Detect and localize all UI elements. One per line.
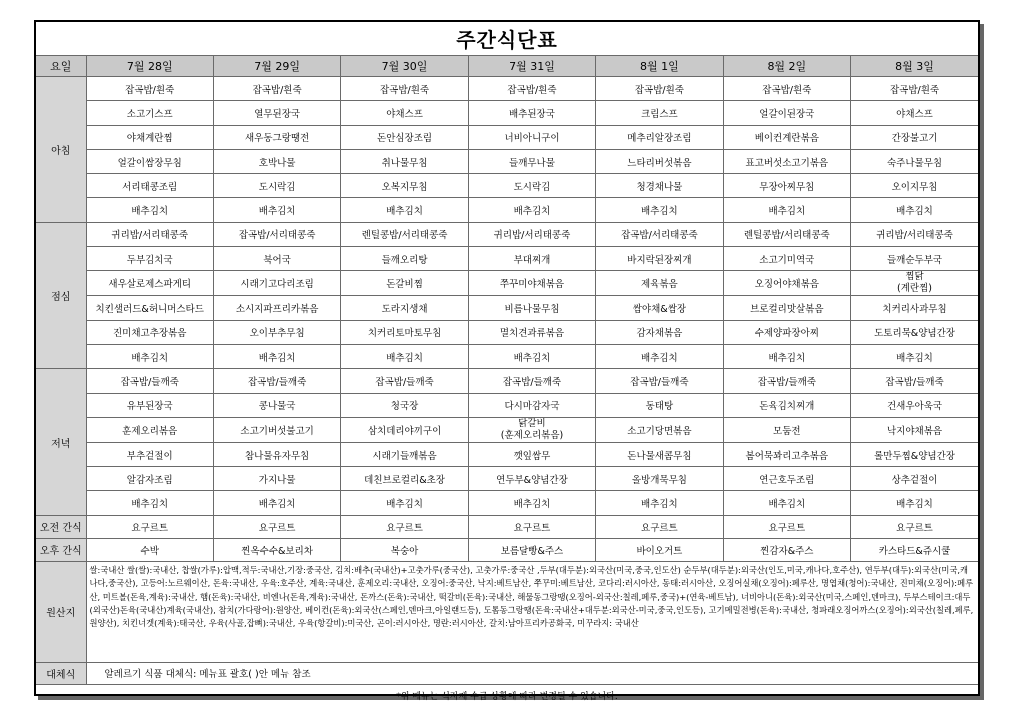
menu-item: 숙주나물무침 [851, 149, 978, 173]
menu-item: 크림스프 [596, 101, 723, 125]
menu-item: 부추겉절이 [86, 442, 213, 466]
menu-item: 유부된장국 [86, 393, 213, 417]
menu-item: 훈제오리볶음 [86, 417, 213, 442]
menu-row [36, 296, 978, 320]
menu-item: 배추김치 [213, 491, 340, 515]
snack-label: 오전 간식 [36, 515, 86, 538]
menu-item: 콩나물국 [213, 393, 340, 417]
snack-row [36, 515, 978, 538]
menu-item: 동태탕 [596, 393, 723, 417]
snack-item: 요구르트 [851, 515, 978, 538]
menu-item: 배추김치 [723, 198, 850, 222]
menu-item: 쭈꾸미야채볶음 [468, 271, 595, 296]
menu-item: 얼갈이쌈장무침 [86, 149, 213, 173]
menu-item: 건새우아욱국 [851, 393, 978, 417]
menu-item: 배추김치 [86, 198, 213, 222]
menu-item: 표고버섯소고기볶음 [723, 149, 850, 173]
snack-item: 카스타드&쥬시쿨 [851, 538, 978, 561]
menu-item: 알감자조림 [86, 467, 213, 491]
menu-item: 배추김치 [468, 344, 595, 368]
menu-row [36, 467, 978, 491]
menu-item: 도시락김 [468, 174, 595, 198]
menu-item: 귀리밥/서리태콩죽 [86, 222, 213, 246]
menu-item: 베이컨계란볶음 [723, 125, 850, 149]
menu-item: 열무된장국 [213, 101, 340, 125]
menu-item: 배추된장국 [468, 101, 595, 125]
menu-item: 무장아찌무침 [723, 174, 850, 198]
menu-table [36, 22, 978, 707]
menu-item: 잡곡밥/흰죽 [341, 77, 468, 101]
menu-item: 가지나물 [213, 467, 340, 491]
menu-item: 귀리밥/서리태콩죽 [851, 222, 978, 246]
meal-label: 아침 [36, 77, 86, 223]
menu-row [36, 320, 978, 344]
menu-item: 두부김치국 [86, 247, 213, 271]
menu-item: 도시락김 [213, 174, 340, 198]
menu-item: 잡곡밥/흰죽 [213, 77, 340, 101]
menu-item: 느타리버섯볶음 [596, 149, 723, 173]
menu-item: 시래기고다리조림 [213, 271, 340, 296]
menu-item: 도라지생채 [341, 296, 468, 320]
menu-item: 배추김치 [723, 491, 850, 515]
menu-item: 잡곡밥/흰죽 [723, 77, 850, 101]
menu-item: 배추김치 [86, 491, 213, 515]
menu-item: 돈나물새콤무침 [596, 442, 723, 466]
snack-item: 요구르트 [86, 515, 213, 538]
menu-item: 소시지파프리카볶음 [213, 296, 340, 320]
menu-item: 낙지야채볶음 [851, 417, 978, 442]
menu-row [36, 417, 978, 442]
menu-item: 청경채나물 [596, 174, 723, 198]
menu-item: 진미채고추장볶음 [86, 320, 213, 344]
menu-item: 연두부&양념간장 [468, 467, 595, 491]
menu-item: 찜닭 (계란찜) [851, 271, 978, 296]
menu-item: 잡곡밥/서리태콩죽 [213, 222, 340, 246]
day-header: 8월 3일 [851, 56, 978, 77]
menu-item: 롤만두찜&양념간장 [851, 442, 978, 466]
menu-row [36, 125, 978, 149]
snack-item: 찐감자&주스 [723, 538, 850, 561]
menu-item: 깻잎쌈무 [468, 442, 595, 466]
origin-label: 원산지 [36, 561, 86, 662]
menu-item: 치커리토마토무침 [341, 320, 468, 344]
menu-item: 배추김치 [468, 491, 595, 515]
substitute-text: 알레르기 식품 대체식: 메뉴표 괄호( )안 메뉴 참조 [86, 662, 978, 684]
snack-item: 바이오거트 [596, 538, 723, 561]
title-row [36, 22, 978, 56]
menu-item: 배추김치 [596, 344, 723, 368]
menu-item: 치커리사과무침 [851, 296, 978, 320]
menu-item: 야채계란찜 [86, 125, 213, 149]
menu-item: 배추김치 [213, 344, 340, 368]
snack-item: 찐옥수수&보리차 [213, 538, 340, 561]
substitute-label: 대체식 [36, 662, 86, 684]
menu-item: 배추김치 [341, 491, 468, 515]
note-row [36, 684, 978, 707]
origin-row [36, 561, 978, 662]
menu-row [36, 198, 978, 222]
menu-item: 들깨무나물 [468, 149, 595, 173]
menu-item: 시래기들깨볶음 [341, 442, 468, 466]
menu-item: 쌈야채&쌈장 [596, 296, 723, 320]
page-title: 주간식단표 [36, 22, 978, 56]
meal-label: 점심 [36, 222, 86, 368]
menu-item: 귀리밥/서리태콩죽 [468, 222, 595, 246]
menu-item: 잡곡밥/흰죽 [468, 77, 595, 101]
menu-item: 렌틸콩밥/서리태콩죽 [341, 222, 468, 246]
menu-item: 모둠전 [723, 417, 850, 442]
menu-item: 감자채볶음 [596, 320, 723, 344]
menu-row [36, 369, 978, 393]
day-header: 8월 1일 [596, 56, 723, 77]
menu-item: 삼치데리야끼구이 [341, 417, 468, 442]
day-header: 7월 29일 [213, 56, 340, 77]
header-row [36, 56, 978, 77]
menu-item: 야채스프 [851, 101, 978, 125]
menu-item: 비름나물무침 [468, 296, 595, 320]
menu-item: 호박나물 [213, 149, 340, 173]
menu-item: 소고기스프 [86, 101, 213, 125]
menu-item: 돈육김치찌개 [723, 393, 850, 417]
menu-item: 잡곡밥/들깨죽 [86, 369, 213, 393]
footnote: *위 메뉴는 식자재 수급 상황에 따라 변경될 수 있습니다. [36, 684, 978, 707]
menu-item: 북어국 [213, 247, 340, 271]
menu-item: 배추김치 [596, 198, 723, 222]
menu-item: 부대찌개 [468, 247, 595, 271]
meal-label: 저녁 [36, 369, 86, 515]
menu-item: 상추겉절이 [851, 467, 978, 491]
menu-item: 배추김치 [723, 344, 850, 368]
menu-item: 배추김치 [596, 491, 723, 515]
menu-item: 잡곡밥/들깨죽 [468, 369, 595, 393]
menu-item: 렌틸콩밥/서리태콩죽 [723, 222, 850, 246]
menu-item: 오징어야채볶음 [723, 271, 850, 296]
menu-item: 돈갈비찜 [341, 271, 468, 296]
menu-row [36, 442, 978, 466]
snack-label: 오후 간식 [36, 538, 86, 561]
menu-item: 새우동그랑땡전 [213, 125, 340, 149]
menu-item: 배추김치 [341, 344, 468, 368]
menu-item: 메추리알장조림 [596, 125, 723, 149]
menu-item: 오이지무침 [851, 174, 978, 198]
menu-item: 올방개묵무침 [596, 467, 723, 491]
menu-row [36, 149, 978, 173]
menu-sheet [34, 20, 980, 703]
menu-row [36, 222, 978, 246]
menu-row [36, 247, 978, 271]
day-header: 7월 30일 [341, 56, 468, 77]
menu-row [36, 491, 978, 515]
menu-item: 배추김치 [851, 491, 978, 515]
menu-row [36, 344, 978, 368]
menu-row [36, 77, 978, 101]
snack-item: 요구르트 [213, 515, 340, 538]
menu-item: 돈안심장조림 [341, 125, 468, 149]
menu-item: 너비아니구이 [468, 125, 595, 149]
menu-item: 새우살로제스파게티 [86, 271, 213, 296]
menu-item: 잡곡밥/흰죽 [851, 77, 978, 101]
menu-item: 서리태콩조림 [86, 174, 213, 198]
menu-item: 멸치견과류볶음 [468, 320, 595, 344]
menu-item: 야채스프 [341, 101, 468, 125]
snack-item: 요구르트 [723, 515, 850, 538]
snack-item: 요구르트 [341, 515, 468, 538]
snack-item: 요구르트 [468, 515, 595, 538]
snack-item: 보름달빵&주스 [468, 538, 595, 561]
menu-item: 다시마감자국 [468, 393, 595, 417]
menu-item: 취나물무침 [341, 149, 468, 173]
menu-item: 소고기당면볶음 [596, 417, 723, 442]
menu-item: 잡곡밥/들깨죽 [596, 369, 723, 393]
menu-row [36, 174, 978, 198]
day-header: 7월 28일 [86, 56, 213, 77]
snack-item: 요구르트 [596, 515, 723, 538]
sheet-shadow-right [980, 24, 984, 700]
snack-item: 수박 [86, 538, 213, 561]
menu-item: 잡곡밥/서리태콩죽 [596, 222, 723, 246]
menu-item: 들깨순두부국 [851, 247, 978, 271]
menu-row [36, 393, 978, 417]
menu-item: 배추김치 [213, 198, 340, 222]
menu-item: 치킨샐러드&허니머스타드 [86, 296, 213, 320]
menu-item: 데친브로컬리&초장 [341, 467, 468, 491]
menu-item: 봄어묵꽈리고추볶음 [723, 442, 850, 466]
menu-item: 얼갈이된장국 [723, 101, 850, 125]
menu-item: 청국장 [341, 393, 468, 417]
menu-item: 도토리묵&양념간장 [851, 320, 978, 344]
menu-item: 잡곡밥/들깨죽 [851, 369, 978, 393]
menu-item: 배추김치 [851, 344, 978, 368]
menu-item: 연근호두조림 [723, 467, 850, 491]
day-header-label: 요일 [36, 56, 86, 77]
menu-item: 참나물유자무침 [213, 442, 340, 466]
menu-item: 브로컬리맛살볶음 [723, 296, 850, 320]
menu-item: 잡곡밥/들깨죽 [341, 369, 468, 393]
day-header: 8월 2일 [723, 56, 850, 77]
origin-text: 쌀:국내산 쌀(쌀):국내산, 찹쌀(가루):압맥,적두:국내산,기장:중국산, 김치:배추(국내산)+고춧가루(중국산), 고춧가루:중국산 ,두부(대두분):외국산(미국,중국,인도산) 순두부(대두분):외국산(인도,미국,캐나다,호주산), 연두부(대두):외국산(미국,캐나다,중국산), 고등어:노르웨이산, 돈육:국내산, 우육:호주산, 계육:국내산, 훈제오리:국내산, 오징어:중국산, 낙지:베트남산, 쭈꾸미:베트남산, 코다리:러시아산, 동태:러시아산, 오징어실채(오징어):페루산, 명엽채(청어):국내산, 진미채(오징어):페루산, 미트볼(돈육,계육):국내산, 햄(돈육):국내산, 비엔나(돈육,계육):국내산, 돈까스(돈육):국내산, 떡갈비(돈육):국내산, 해물동그랑땡(오징어-외국산:칠레,페루,중국)+(연육-베트남), 너비아니(돈육):외국산(미국,스페인,덴마크), 두부스테이크:대두(외국산)돈육(국내산)계육(국내산), 참치(가다랑어):원양산, 베이컨(돈육):외국산(스페인,덴마크,아일랜드등), 도톰동그랑땡(돈육:국내산+대두분:외국산-미국,중국,인도등), 고기메밀전병(돈육):국내산, 청파래오징어까스(오징어):외국산(칠레,페루,원양산), 치킨너겟(계육):태국산, 우육(사골,잡뼈):국내산, 우육(항갈비):미국산, 곤이:러시아산, 명란:러시아산, 갈치:남아프리카공화국, 미꾸라지: 국내산 [86, 561, 978, 662]
menu-item: 배추김치 [341, 198, 468, 222]
menu-item: 잡곡밥/들깨죽 [213, 369, 340, 393]
menu-item: 잡곡밥/흰죽 [86, 77, 213, 101]
menu-item: 오복지무침 [341, 174, 468, 198]
menu-item: 수제양파장아찌 [723, 320, 850, 344]
menu-item: 바지락된장찌개 [596, 247, 723, 271]
menu-item: 닭갈비 (훈제오리볶음) [468, 417, 595, 442]
menu-item: 간장불고기 [851, 125, 978, 149]
menu-item: 소고기미역국 [723, 247, 850, 271]
menu-item: 오이부추무침 [213, 320, 340, 344]
menu-item: 잡곡밥/흰죽 [596, 77, 723, 101]
menu-item: 소고기버섯불고기 [213, 417, 340, 442]
menu-item: 제육볶음 [596, 271, 723, 296]
menu-item: 배추김치 [851, 198, 978, 222]
snack-row [36, 538, 978, 561]
day-header: 7월 31일 [468, 56, 595, 77]
menu-row [36, 101, 978, 125]
snack-item: 복숭아 [341, 538, 468, 561]
menu-item: 잡곡밥/들깨죽 [723, 369, 850, 393]
menu-item: 배추김치 [86, 344, 213, 368]
menu-row [36, 271, 978, 296]
substitute-row [36, 662, 978, 684]
menu-item: 배추김치 [468, 198, 595, 222]
menu-item: 들깨오리탕 [341, 247, 468, 271]
